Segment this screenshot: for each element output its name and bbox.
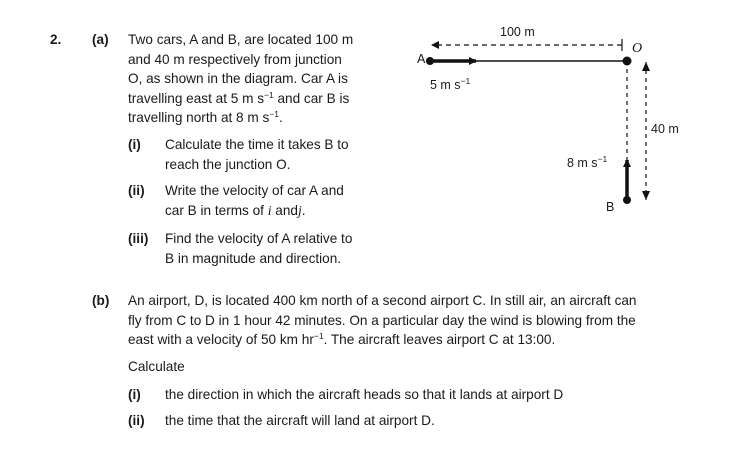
item-b-i-label: (i) (128, 387, 141, 402)
line-4-mid: and car B is (273, 90, 350, 106)
part-b-label: (b) (92, 293, 110, 308)
part-a-line-1: Two cars, A and B, are located 100 m (128, 32, 354, 47)
item-a-ii-post: . (301, 202, 306, 218)
label-car-a: A (417, 52, 426, 66)
calculate-label: Calculate (128, 359, 185, 374)
speed-b-text: 8 m s (567, 156, 598, 170)
label-speed-b (567, 156, 607, 170)
line-5-post: . (279, 110, 283, 125)
part-a-label: (a) (92, 32, 109, 47)
part-b-sup: −1 (313, 331, 324, 341)
unit-superscript: −1 (269, 109, 279, 119)
car-b-dot (623, 196, 631, 204)
item-a-i-line-2: reach the junction O. (165, 156, 291, 172)
part-b-stem (128, 291, 637, 350)
item-a-iii-label: (iii) (128, 231, 149, 246)
part-b-line-3 (128, 330, 637, 350)
part-b-line-1: An airport, D, is located 400 km north of a second airport C. In still air, an aircraft can (128, 293, 637, 308)
item-b-ii-label: (ii) (128, 413, 145, 428)
label-40m: 40 m (651, 122, 679, 136)
item-a-iii-line-1: Find the velocity of A relative to (165, 231, 353, 246)
label-speed-a (430, 78, 470, 92)
item-b-ii-text: the time that the aircraft will land at airport D. (165, 413, 435, 428)
arrowhead-down (642, 191, 650, 200)
unit-superscript: −1 (264, 89, 274, 100)
speed-a-sup: −1 (460, 76, 471, 86)
part-a-line-2: and 40 m respectively from junction (128, 51, 342, 67)
item-a-i-label: (i) (128, 137, 141, 152)
line-4-pre: travelling east at 5 m s (128, 90, 264, 106)
speed-a-text: 5 m s (430, 78, 461, 92)
label-100m: 100 m (500, 25, 535, 39)
label-car-b: B (606, 200, 615, 214)
speed-b-sup: −1 (597, 154, 608, 164)
item-a-i-line-1: Calculate the time it takes B to (165, 137, 349, 152)
item-a-ii-and: and (271, 202, 298, 218)
arrowhead-up (642, 62, 650, 71)
unit-vector-i: i (267, 202, 272, 218)
item-a-ii-line-1: Write the velocity of car A and (165, 183, 344, 198)
part-b-line-3-pre: east with a velocity of 50 km hr (128, 332, 314, 347)
item-a-ii-label: (ii) (128, 183, 145, 198)
part-b-line-2: fly from C to D in 1 hour 42 minutes. On a particular day the wind is blowing from the (128, 312, 636, 328)
line-5-pre: travelling north at 8 m s (128, 110, 270, 125)
label-junction-o: O (632, 41, 643, 56)
unit-vector-j: j (298, 202, 302, 218)
item-a-ii-pre: car B in terms of (165, 202, 268, 218)
part-a-line-3: O, as shown in the diagram. Car A is (128, 71, 348, 86)
car-a-dot (426, 57, 434, 65)
item-b-i-text: the direction in which the aircraft heads so that it lands at airport D (165, 387, 564, 402)
part-b-line-3-post: . The aircraft leaves airport C at 13:00. (323, 332, 556, 347)
junction-o-dot (623, 57, 632, 66)
question-number: 2. (50, 32, 62, 47)
item-a-iii-line-2: B in magnitude and direction. (165, 250, 342, 266)
